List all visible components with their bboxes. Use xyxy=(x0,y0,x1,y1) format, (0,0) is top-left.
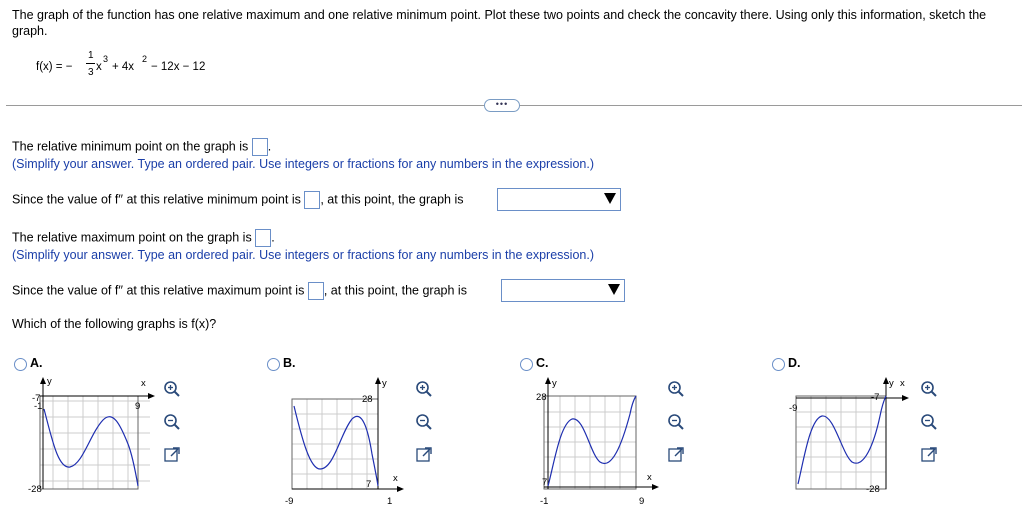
fx-plus4x: + 4x xyxy=(112,61,135,73)
min-point-question: The relative minimum point on the graph is . xyxy=(12,138,271,156)
option-a-y-label: y xyxy=(47,376,52,387)
more-button[interactable]: ••• xyxy=(484,99,520,112)
zoom-in-icon[interactable] xyxy=(667,380,685,398)
option-a-tick-ybottom: -28 xyxy=(28,484,42,495)
option-d-y-label: y xyxy=(889,378,894,389)
option-c-graph xyxy=(532,374,662,509)
option-d-radio[interactable] xyxy=(772,358,785,371)
which-graph-question: Which of the following graphs is f(x)? xyxy=(12,317,217,331)
fx-frac-bar xyxy=(86,63,95,64)
option-a-tick-ytop2: -1 xyxy=(34,401,43,412)
option-a-x-label: x xyxy=(141,378,146,389)
option-a-label: A. xyxy=(30,356,43,370)
max-fpp-input[interactable] xyxy=(308,282,324,300)
fx-rest: − 12x − 12 xyxy=(151,61,206,73)
option-c-radio[interactable] xyxy=(520,358,533,371)
option-d-graph xyxy=(786,374,916,499)
zoom-out-icon[interactable] xyxy=(667,413,685,431)
fx-frac-den: 3 xyxy=(88,67,94,78)
fx-x-cubed: x xyxy=(96,61,102,73)
hint-text-2: (Simplify your answer. Type an ordered pair. Use integers or fractions for any numbers in the expression.) xyxy=(12,248,594,262)
option-b-tick-xright: 1 xyxy=(387,496,393,507)
expand-icon[interactable] xyxy=(920,446,938,464)
fx-exp3: 3 xyxy=(103,54,109,64)
zoom-in-icon[interactable] xyxy=(415,380,433,398)
min-concavity-dropdown[interactable] xyxy=(497,188,621,211)
fx-lhs: f(x) = − xyxy=(36,61,73,73)
max-concavity-prefix: Since the value of f′′ at this relative maximum point is xyxy=(12,283,305,298)
option-b-radio[interactable] xyxy=(267,358,280,371)
min-concavity-suffix: , at this point, the graph is xyxy=(320,192,464,207)
min-fpp-input[interactable] xyxy=(304,191,320,209)
option-c-tick-ytop: 28 xyxy=(536,392,547,403)
min-point-input[interactable] xyxy=(252,138,268,156)
option-a-tools xyxy=(163,380,181,464)
min-concavity-prefix: Since the value of f′′ at this relative minimum point is xyxy=(12,192,301,207)
option-a-tick-xright: 9 xyxy=(135,401,141,412)
option-c-label: C. xyxy=(536,356,549,370)
min-concavity-question xyxy=(12,191,463,209)
option-b-tick-xnear: 7 xyxy=(366,479,372,490)
expand-icon[interactable] xyxy=(667,446,685,464)
option-d-label: D. xyxy=(788,356,801,370)
dropdown-arrow-icon xyxy=(604,193,616,204)
expand-icon[interactable] xyxy=(163,446,181,464)
dropdown-arrow-icon xyxy=(608,284,620,295)
option-a-radio[interactable] xyxy=(14,358,27,371)
option-a-tick-ytop: -7 xyxy=(32,393,41,404)
option-b-label: B. xyxy=(283,356,296,370)
zoom-out-icon[interactable] xyxy=(920,413,938,431)
option-c-tick-xleft: -1 xyxy=(540,496,549,507)
zoom-out-icon[interactable] xyxy=(415,413,433,431)
max-concavity-suffix: , at this point, the graph is xyxy=(323,283,467,298)
fx-exp2: 2 xyxy=(142,54,148,64)
fx-frac-num: 1 xyxy=(88,50,94,61)
option-d-tick-xleft: -9 xyxy=(789,403,798,414)
max-point-question: The relative maximum point on the graph is . xyxy=(12,229,275,247)
option-c-tick-ybottom: 7 xyxy=(542,477,548,488)
expand-icon[interactable] xyxy=(415,446,433,464)
option-b-graph xyxy=(282,374,412,509)
option-b-tick-ytop: 28 xyxy=(362,394,373,405)
zoom-in-icon[interactable] xyxy=(920,380,938,398)
max-concavity-question xyxy=(12,282,467,300)
zoom-in-icon[interactable] xyxy=(163,380,181,398)
option-b-x-label: x xyxy=(393,473,398,484)
min-point-label: The relative minimum point on the graph is xyxy=(12,139,249,154)
option-d-x-label: x xyxy=(900,378,905,389)
option-c-tools xyxy=(667,380,685,464)
option-a-graph xyxy=(28,374,158,499)
option-c-y-label: y xyxy=(552,378,557,389)
option-d-tick-xnear: -7 xyxy=(871,392,880,403)
option-d-tools xyxy=(920,380,938,464)
option-c-tick-xright: 9 xyxy=(639,496,645,507)
max-concavity-dropdown[interactable] xyxy=(501,279,625,302)
option-d-tick-ybottom: -28 xyxy=(866,484,880,495)
option-b-tick-xleft: -9 xyxy=(285,496,294,507)
option-b-y-label: y xyxy=(382,378,387,389)
max-point-label: The relative maximum point on the graph is xyxy=(12,230,252,245)
option-c-x-label: x xyxy=(647,472,652,483)
option-b-tools xyxy=(415,380,433,464)
max-point-input[interactable] xyxy=(255,229,271,247)
question-prompt: The graph of the function has one relative maximum and one relative minimum point. Plot these two points and check the concavity there. Using only this information, sketch the graph. xyxy=(12,8,987,38)
zoom-out-icon[interactable] xyxy=(163,413,181,431)
hint-text: (Simplify your answer. Type an ordered pair. Use integers or fractions for any numbers in the expression.) xyxy=(12,157,594,171)
